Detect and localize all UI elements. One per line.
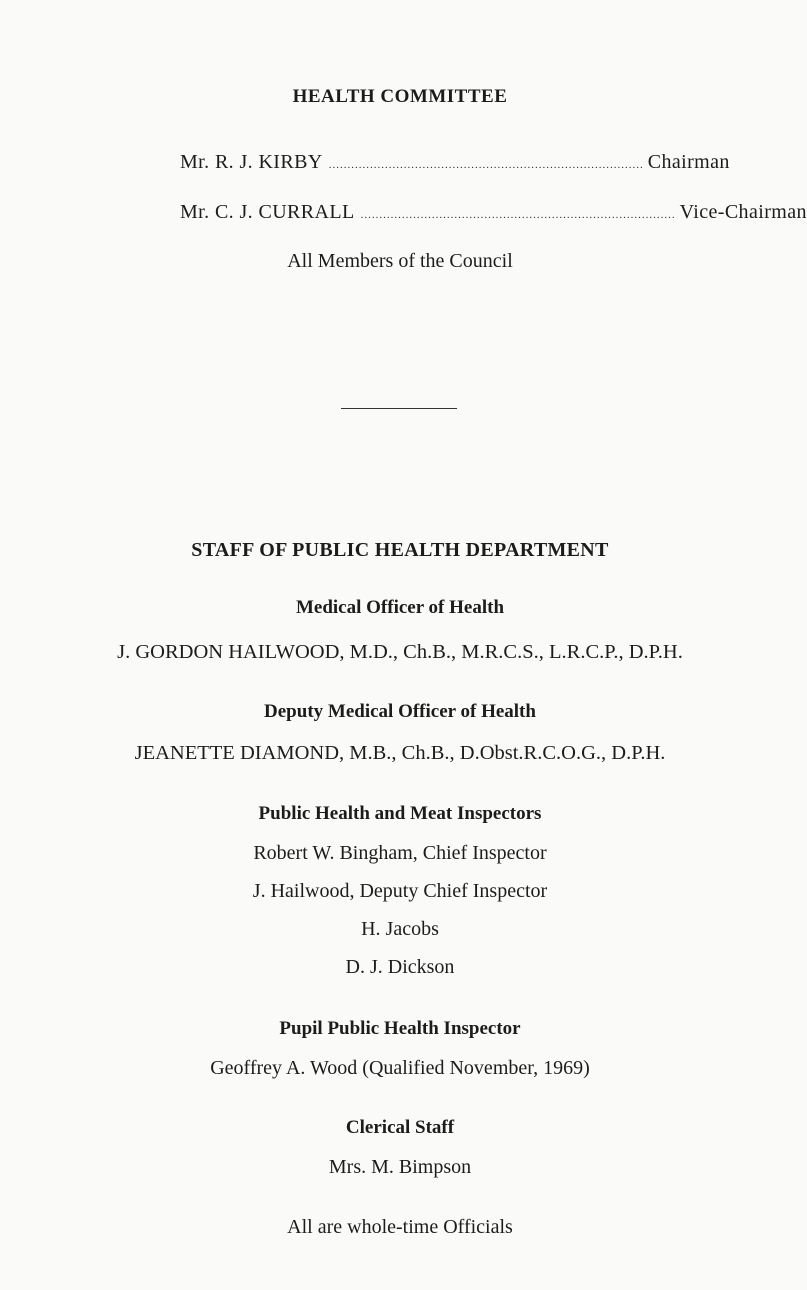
inspector-name: Robert W. Bingham, Chief Inspector [253, 842, 547, 864]
inspector-name: J. Hailwood, Deputy Chief Inspector [252, 880, 548, 902]
clerical-heading: Clerical Staff [345, 1117, 455, 1138]
committee-title: HEALTH COMMITTEE [292, 86, 508, 107]
deputy-heading: Deputy Medical Officer of Health [264, 701, 536, 722]
footer-note: All are whole-time Officials [287, 1216, 513, 1238]
staff-title: STAFF OF PUBLIC HEALTH DEPARTMENT [191, 539, 609, 561]
vice-chairman-name: Mr. C. J. CURRALL [180, 201, 355, 223]
dot-leader: .................................................................................... [360, 209, 676, 221]
committee-note: All Members of the Council [287, 250, 513, 272]
chairman-role: Chairman [647, 151, 730, 173]
section-divider [341, 408, 457, 409]
inspector-name: D. J. Dickson [345, 956, 455, 978]
pupil-name: Geoffrey A. Wood (Qualified November, 1969) [210, 1057, 590, 1079]
dot-leader: .................................................................................... [328, 159, 644, 171]
vice-chairman-row [180, 201, 807, 224]
chairman-row [180, 151, 730, 174]
clerical-name: Mrs. M. Bimpson [328, 1156, 472, 1178]
moh-name: J. GORDON HAILWOOD, M.D., Ch.B., M.R.C.S., L.R.C.P., D.P.H. [117, 641, 683, 663]
deputy-name: JEANETTE DIAMOND, M.B., Ch.B., D.Obst.R.C.O.G., D.P.H. [134, 742, 666, 764]
chairman-name: Mr. R. J. KIRBY [180, 151, 323, 173]
inspectors-heading: Public Health and Meat Inspectors [258, 803, 542, 824]
inspector-name: H. Jacobs [361, 918, 439, 940]
pupil-heading: Pupil Public Health Inspector [279, 1018, 521, 1039]
vice-chairman-role: Vice-Chairman [679, 201, 807, 223]
moh-heading: Medical Officer of Health [295, 597, 505, 618]
